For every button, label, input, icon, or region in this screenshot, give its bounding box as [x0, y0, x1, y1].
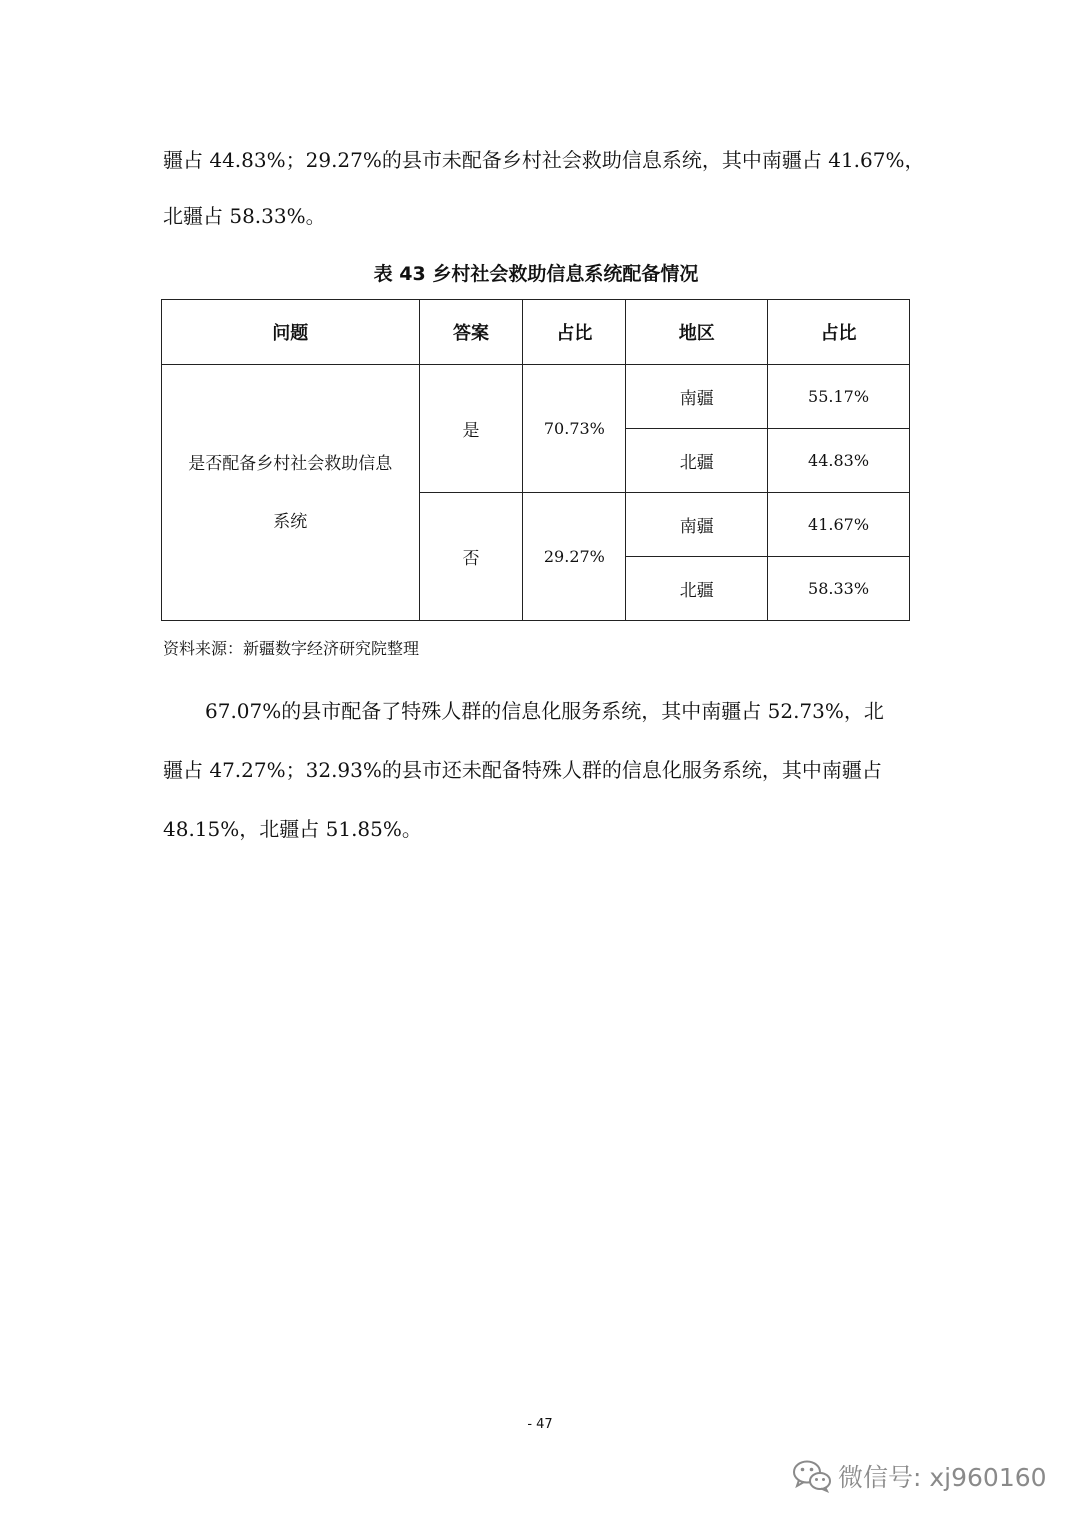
answer-cell: 否 [419, 493, 523, 621]
region-share-cell: 58.33% [768, 557, 910, 621]
table-header-row [162, 300, 910, 365]
watermark [792, 1458, 1047, 1494]
header-question: 问题 [162, 300, 420, 365]
question-text: 系统 [273, 511, 308, 532]
region-cell: 北疆 [626, 429, 768, 493]
paragraph-line: 67.07%的县市配备了特殊人群的信息化服务系统，其中南疆占 52.73%，北 [205, 699, 884, 723]
region-cell: 北疆 [626, 557, 768, 621]
region-cell: 南疆 [626, 493, 768, 557]
header-share: 占比 [523, 300, 626, 365]
paragraph-special-groups [163, 697, 913, 874]
share-cell: 29.27% [523, 493, 626, 621]
header-region: 地区 [626, 300, 768, 365]
header-region-share: 占比 [768, 300, 910, 365]
paragraph-line: 疆占 44.83%；29.27%的县市未配备乡村社会救助信息系统，其中南疆占 41.67%， [163, 148, 925, 172]
answer-cell: 是 [419, 365, 523, 493]
question-text: 是否配备乡村社会救助信息 [188, 453, 393, 474]
table-source-note: 资料来源：新疆数字经济研究院整理 [163, 639, 420, 658]
paragraph-line: 疆占 47.27%；32.93%的县市还未配备特殊人群的信息化服务系统，其中南疆占 [163, 758, 882, 782]
data-table [161, 299, 910, 621]
table-row [162, 365, 910, 429]
region-share-cell: 44.83% [768, 429, 910, 493]
paragraph-intro [163, 146, 925, 231]
table-caption: 表 43 乡村社会救助信息系统配备情况 [373, 263, 699, 285]
header-answer: 答案 [419, 300, 523, 365]
region-share-cell: 41.67% [768, 493, 910, 557]
region-cell: 南疆 [626, 365, 768, 429]
wechat-icon [792, 1459, 832, 1493]
region-share-cell: 55.17% [768, 365, 910, 429]
page-number: - 47 [527, 1417, 553, 1432]
paragraph-line: 北疆占 58.33%。 [163, 204, 326, 228]
question-cell [162, 365, 420, 621]
share-cell: 70.73% [523, 365, 626, 493]
paragraph-line: 48.15%，北疆占 51.85%。 [163, 817, 422, 841]
watermark-text: 微信号: xj960160 [838, 1463, 1047, 1492]
